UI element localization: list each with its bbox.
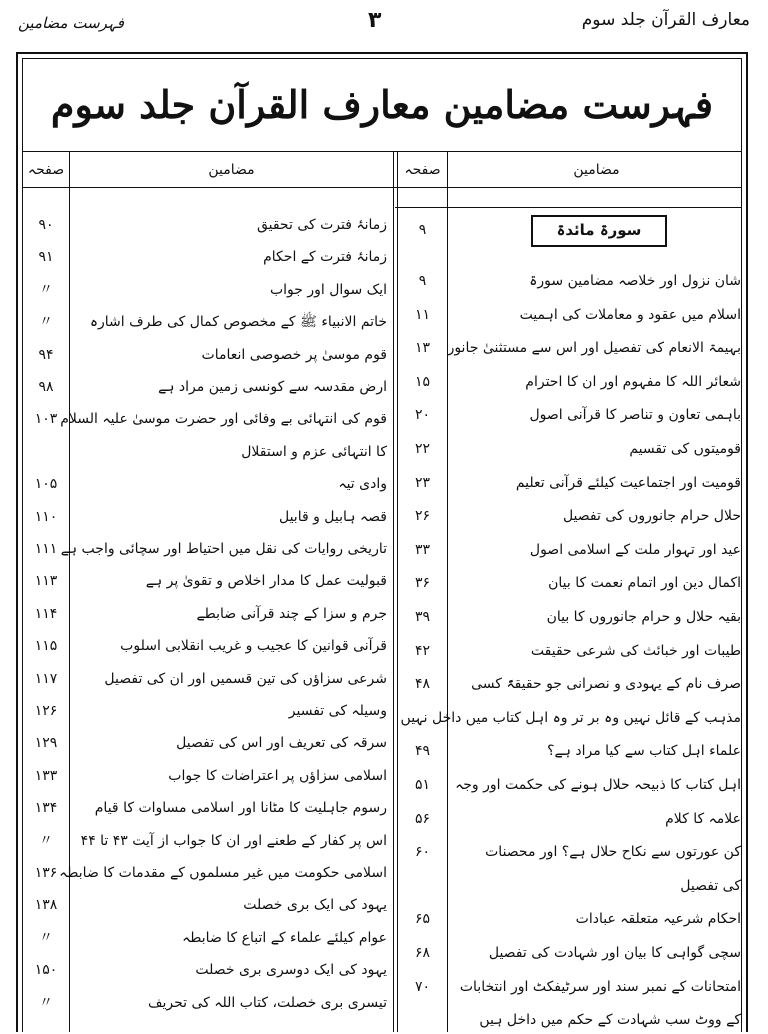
- right-entry-topic: بقیہ حلال و حرام جانوروں کا بیان: [546, 609, 741, 625]
- right-entry-page: ۲۰: [414, 407, 431, 424]
- left-entry-page: ۱۲۶: [34, 703, 58, 719]
- left-entry-topic: خاتم الانبیاء ﷺ کے مخصوص کمال کی طرف اشارہ: [89, 314, 387, 331]
- left-entry-page: [23, 438, 69, 466]
- left-entry-topic: اسلامی سزاؤں پر اعتراضات کا جواب: [168, 767, 387, 784]
- right-entry-topic: علامہ کا کلام: [665, 810, 741, 827]
- left-entry-page: ۱۵۰: [34, 962, 58, 979]
- left-entry-page: ۹۱: [38, 249, 54, 266]
- surah-page: ۹: [418, 222, 427, 238]
- right-entry-page: ۷۰: [414, 978, 431, 995]
- left-entry-topic: قوم کی انتہائی بے وفائی اور حضرت موسیٰ علیہ السلام: [60, 411, 387, 428]
- right-entry-topic: صرف نام کے یہودی و نصرانی جو حقیقۃً کسی: [471, 676, 741, 693]
- right-entry-topic: اہل کتاب کا ذبیحہ حلال ہونے کی حکمت اور وجہ: [455, 777, 741, 793]
- left-entry-page: ۹۰: [38, 217, 54, 233]
- right-entry-topic: قومیتوں کی تقسیم: [629, 441, 741, 457]
- right-entry-page: [398, 1006, 447, 1034]
- surah-heading: سورۃ مائدۃ: [531, 215, 667, 247]
- right-entry-topic: طیبات اور خبائث کی شرعی حقیقت: [530, 642, 741, 659]
- left-entry-page: 〃: [39, 929, 53, 946]
- right-entry-topic: بہیمۃ الانعام کی تفصیل اور اس سے مستثنیٰ جانور: [447, 340, 741, 357]
- left-page-rule: [69, 151, 70, 1032]
- right-entry-page: ۶۵: [414, 911, 431, 928]
- right-entry-topic: شعائر اللہ کا مفہوم اور ان کا احترام: [525, 373, 741, 390]
- right-entry-topic: کے ووٹ سب شہادت کے حکم میں داخل ہیں: [479, 1012, 741, 1029]
- left-entry-page: 〃: [39, 832, 53, 849]
- right-page-header: صفحہ: [404, 162, 441, 178]
- left-entry-topic: اس پر کفار کے طعنے اور ان کا جواب از آیت ۴۳ تا ۴۴: [80, 832, 387, 849]
- page-number: ۳: [368, 8, 382, 33]
- right-entry-topic: مذہب کے قائل نہیں وہ بر تر وہ اہل کتاب میں داخل نہیں: [400, 709, 741, 726]
- right-entry-page: ۳۳: [414, 541, 431, 558]
- right-entry-page: ۵۶: [414, 810, 431, 827]
- title-divider: [23, 151, 741, 152]
- section-title: فہرست مضامین: [18, 14, 124, 32]
- left-entry-page: ۱۳۶: [34, 865, 58, 881]
- right-entry-topic: حلال حرام جانوروں کی تفصیل: [562, 508, 741, 525]
- right-entry-topic: کن عورتوں سے نکاح حلال ہے؟ اور محصنات: [485, 844, 741, 861]
- left-entry-topic: یہود کی ایک بری خصلت: [243, 897, 387, 914]
- right-entry-topic: اکمال دین اور اتمام نعمت کا بیان: [548, 575, 741, 592]
- right-entry-page: ۳۹: [414, 609, 431, 625]
- right-entry-page: ۴۸: [414, 676, 431, 693]
- left-entry-page: ۱۱۱: [34, 541, 58, 557]
- left-entry-topic: قبولیت عمل کا مدار اخلاص و تقویٰ پر ہے: [145, 573, 387, 590]
- right-entry-page: ۱۱: [414, 306, 431, 323]
- contents-title: فہرست مضامین معارف القرآن جلد سوم: [50, 82, 714, 127]
- center-rule-a: [393, 151, 394, 1032]
- right-entry-page: ۲۶: [414, 508, 431, 525]
- left-entry-topic: وادی تیہ: [338, 476, 387, 493]
- right-entry-page: ۴۲: [414, 642, 431, 659]
- left-entry-topic: تیسری بری خصلت، کتاب اللہ کی تحریف: [148, 994, 387, 1011]
- right-entry-page: ۳۶: [414, 575, 431, 592]
- left-entry-topic: ارض مقدسہ سے کونسی زمین مراد ہے: [158, 379, 387, 395]
- right-page-rule: [447, 151, 448, 1032]
- right-entry-page: ۶۰: [414, 844, 431, 861]
- left-entry-page: ۹۸: [38, 379, 54, 395]
- left-page-header: صفحہ: [27, 162, 65, 178]
- left-entry-topic: ایک سوال اور جواب: [269, 281, 387, 298]
- right-entry-page: ۱۵: [414, 373, 431, 390]
- running-header: [0, 6, 768, 40]
- left-entry-topic: کا انتہائی عزم و استقلال: [241, 443, 387, 460]
- left-entry-topic: سرقہ کی تعریف اور اس کی تفصیل: [176, 735, 387, 752]
- right-entry-topic: علماء اہل کتاب سے کیا مراد ہے؟: [547, 743, 741, 760]
- left-entry-topic: یہود کی ایک دوسری بری خصلت: [195, 962, 387, 979]
- right-entry-topic: کی تفصیل: [680, 877, 741, 894]
- right-entry-topic: باہمی تعاون و تناصر کا قرآنی اصول: [529, 407, 741, 424]
- right-entry-topic: شان نزول اور خلاصہ مضامین سورۃ: [529, 273, 741, 289]
- left-entry-page: 〃: [39, 314, 53, 331]
- left-entry-page: ۱۱۵: [34, 638, 58, 655]
- left-entry-page: ۱۱۳: [34, 573, 58, 590]
- left-entry-topic: اسلامی حکومت میں غیر مسلموں کے مقدمات کا ضابطہ: [59, 865, 387, 881]
- column-header-divider: [23, 187, 741, 188]
- left-entry-topic: قوم موسیٰ پر خصوصی انعامات: [201, 346, 387, 363]
- right-entry-page: ۲۳: [414, 474, 431, 491]
- left-entry-topic: رسوم جاہلیت کا مٹانا اور اسلامی مساوات کا قیام: [94, 800, 387, 817]
- left-entry-topic: زمانۂ فترت کے احکام: [263, 249, 387, 266]
- left-entry-page: ۱۳۴: [34, 800, 58, 817]
- left-entry-topic: عوام کیلئے علماء کے اتباع کا ضابطہ: [182, 929, 387, 946]
- right-entry-topic: احکام شرعیہ متعلقہ عبادات: [575, 911, 741, 928]
- right-entry-page: ۹: [418, 273, 427, 289]
- left-entry-page: ۱۱۷: [34, 670, 58, 687]
- right-entry-page: ۲۲: [414, 441, 431, 457]
- left-entry-page: ۱۲۹: [34, 735, 58, 752]
- left-entry-page: 〃: [39, 994, 53, 1011]
- left-entry-page: ۹۴: [38, 346, 54, 363]
- left-entry-page: ۱۰۳: [34, 411, 58, 428]
- right-entry-topic: عید اور تہوار ملت کے اسلامی اصول: [529, 541, 741, 558]
- right-entry-page: ۶۸: [414, 945, 431, 961]
- left-entry-page: ۱۳۸: [34, 897, 58, 914]
- right-entry-topic: امتحانات کے نمبر سند اور سرٹیفکٹ اور انتخابات: [459, 978, 741, 995]
- left-entry-topic: زمانۂ فترت کی تحقیق: [256, 217, 387, 233]
- right-topic-header: مضامین: [573, 162, 620, 178]
- right-entry-page: ۴۹: [414, 743, 431, 760]
- right-entry-topic: سچی گواہی کا بیان اور شہادت کی تفصیل: [488, 945, 741, 961]
- left-entry-page: ۱۱۰: [34, 508, 58, 525]
- left-entry-topic: قصہ ہابیل و قابیل: [278, 508, 387, 525]
- right-entry-page: [398, 704, 447, 732]
- left-entry-page: ۱۳۳: [34, 767, 58, 784]
- right-entry-page: ۱۳: [414, 340, 431, 357]
- right-entry-topic: اسلام میں عقود و معاملات کی اہمیت: [519, 306, 741, 323]
- right-entry-topic: قومیت اور اجتماعیت کیلئے قرآنی تعلیم: [515, 474, 741, 491]
- book-volume-title: معارف القرآن جلد سوم: [581, 10, 750, 30]
- left-entry-page: ۱۰۵: [34, 476, 58, 493]
- contents-inner-frame: [22, 58, 742, 1032]
- left-entry-page: ۱۱۴: [34, 605, 58, 622]
- left-entry-topic: وسیلہ کی تفسیر: [288, 703, 387, 719]
- left-entry-topic: قرآنی قوانین کا عجیب و غریب انقلابی اسلوب: [120, 638, 387, 655]
- left-entry-topic: جرم و سزا کے چند قرآنی ضابطے: [196, 605, 387, 622]
- left-entry-topic: تاریخی روایات کی نقل میں احتیاط اور سچائی واجب ہے: [60, 541, 387, 557]
- contents-frame: [16, 52, 748, 1032]
- left-topic-header: مضامین: [208, 162, 255, 178]
- right-entry-page: ۵۱: [414, 777, 431, 793]
- left-entry-topic: شرعی سزاؤں کی تین قسمیں اور ان کی تفصیل: [104, 670, 387, 687]
- left-entry-page: 〃: [39, 281, 53, 298]
- right-entry-page: [398, 872, 447, 900]
